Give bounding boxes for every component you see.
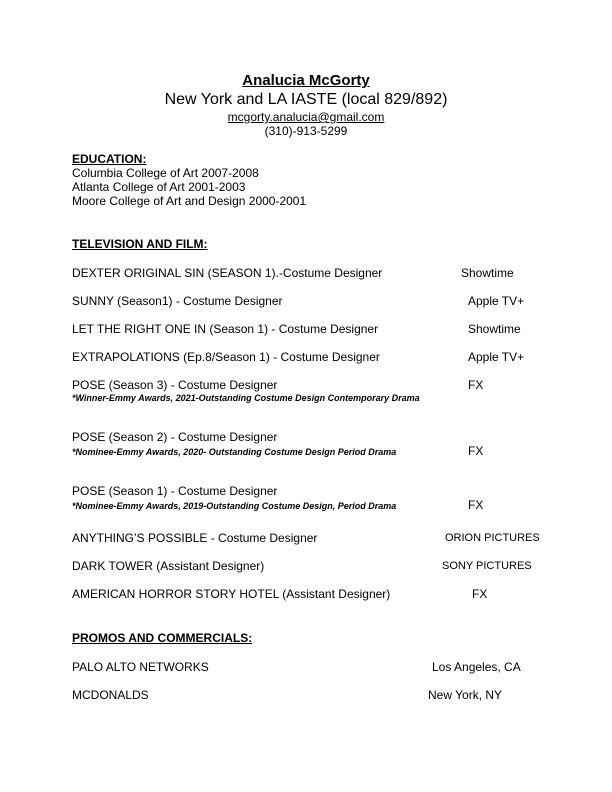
resume-name: Analucia McGorty <box>242 72 370 89</box>
education-item: Columbia College of Art 2007-2008 <box>72 166 259 180</box>
education-item: Atlanta College of Art 2001-2003 <box>72 180 246 194</box>
award-note: *Nominee-Emmy Awards, 2019-Outstanding Costume Design, Period Drama <box>72 501 397 511</box>
credit-title: EXTRAPOLATIONS (Ep.8/Season 1) - Costume Designer <box>72 350 380 364</box>
credit-title: POSE (Season 1) - Costume Designer <box>72 484 278 498</box>
resume-location: New York and LA IASTE (local 829/892) <box>164 91 448 108</box>
credit-network: Apple TV+ <box>468 350 525 364</box>
promo-location: New York, NY <box>428 688 503 702</box>
award-note: *Nominee-Emmy Awards, 2020- Outstanding Costume Design Period Drama <box>72 447 397 457</box>
award-note: *Winner-Emmy Awards, 2021-Outstanding Costume Design Contemporary Drama <box>72 393 420 403</box>
credit-title: SUNNY (Season1) - Costume Designer <box>72 294 283 308</box>
promo-location: Los Angeles, CA <box>432 660 521 674</box>
credit-title: LET THE RIGHT ONE IN (Season 1) - Costume Designer <box>72 322 379 336</box>
credit-title: POSE (Season 2) - Costume Designer <box>72 430 278 444</box>
tv-film-heading: TELEVISION AND FILM: <box>72 237 208 251</box>
credit-network: ORION PICTURES <box>445 532 540 544</box>
credit-network: FX <box>472 587 488 601</box>
promo-client: PALO ALTO NETWORKS <box>72 660 209 674</box>
promos-heading: PROMOS AND COMMERCIALS: <box>72 631 253 645</box>
email-link[interactable]: mcgorty.analucia@gmail.com <box>227 110 385 124</box>
education-item: Moore College of Art and Design 2000-2001 <box>72 194 307 208</box>
credit-network: SONY PICTURES <box>442 560 532 572</box>
credit-network: FX <box>468 498 484 512</box>
credit-title: DARK TOWER (Assistant Designer) <box>72 559 265 573</box>
credit-network: FX <box>468 444 484 458</box>
credit-title: DEXTER ORIGINAL SIN (SEASON 1).-Costume Designer <box>72 266 383 280</box>
education-heading: EDUCATION: <box>72 152 147 166</box>
credit-title: AMERICAN HORROR STORY HOTEL (Assistant Designer) <box>72 587 391 601</box>
credit-title: ANYTHING’S POSSIBLE - Costume Designer <box>72 531 318 545</box>
credit-network: Showtime <box>461 266 514 280</box>
credit-network: FX <box>468 378 484 392</box>
credit-network: Apple TV+ <box>468 294 525 308</box>
credit-network: Showtime <box>468 322 521 336</box>
credit-title: POSE (Season 3) - Costume Designer <box>72 378 278 392</box>
phone-number: (310)-913-5299 <box>264 124 348 138</box>
promo-client: MCDONALDS <box>72 688 149 702</box>
